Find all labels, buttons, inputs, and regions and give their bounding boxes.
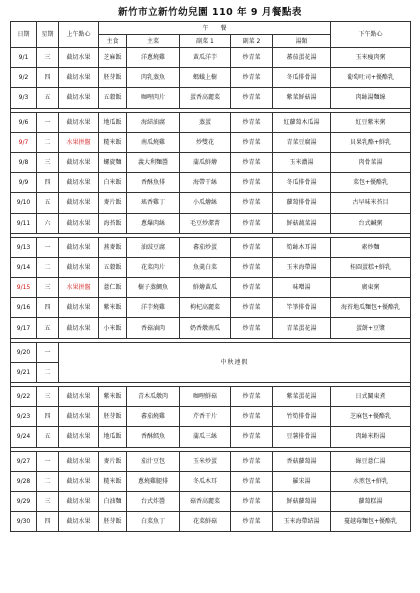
cell-pm-snack: 紅豆紫米粥 xyxy=(331,112,411,132)
cell-date: 9/7 xyxy=(11,132,37,152)
cell-am-snack: 截切水果 xyxy=(59,427,99,447)
cell-soup: 玉米海帶結湯 xyxy=(273,512,331,532)
cell-side1: 枸杞高麗菜 xyxy=(180,298,231,318)
table-row xyxy=(11,193,411,213)
cell-date: 9/6 xyxy=(11,112,37,132)
cell-am-snack: 截切水果 xyxy=(59,387,99,407)
cell-date: 9/21 xyxy=(11,362,37,382)
cell-soup: 蘿蔔排骨湯 xyxy=(273,193,331,213)
cell-main: 油豉豆腐 xyxy=(127,237,180,257)
cell-pm-snack: 綠豆薏仁湯 xyxy=(331,451,411,471)
cell-side1: 蛋香高麗菜 xyxy=(180,88,231,108)
cell-weekday: 四 xyxy=(37,68,59,88)
cell-date: 9/27 xyxy=(11,451,37,471)
cell-am-snack: 截切水果 xyxy=(59,318,99,338)
cell-main: 蕃茄燒雞 xyxy=(127,407,180,427)
cell-main: 海結油腐 xyxy=(127,112,180,132)
cell-weekday: 一 xyxy=(37,237,59,257)
cell-am-snack: 截切水果 xyxy=(59,112,99,132)
table-row xyxy=(11,471,411,491)
cell-soup: 冬瓜排骨湯 xyxy=(273,173,331,193)
cell-side2: 炒青菜 xyxy=(231,407,273,427)
cell-am-snack: 截切水果 xyxy=(59,407,99,427)
table-row xyxy=(11,88,411,108)
cell-pm-snack: 蘿蔔糕湯 xyxy=(331,491,411,511)
cell-pm-snack: 廣東粥 xyxy=(331,278,411,298)
cell-pm-snack: 桂圓蛋糕+鮮乳 xyxy=(331,257,411,277)
table-row xyxy=(11,451,411,471)
cell-weekday: 六 xyxy=(37,213,59,233)
cell-weekday: 一 xyxy=(37,112,59,132)
cell-staple: 胚芽飯 xyxy=(99,512,127,532)
cell-side1: 海帶干絲 xyxy=(180,173,231,193)
header-weekday: 星期 xyxy=(37,22,59,48)
cell-staple: 燕麥飯 xyxy=(99,237,127,257)
cell-staple: 地瓜飯 xyxy=(99,427,127,447)
cell-pm-snack: 台式鹹粥 xyxy=(331,213,411,233)
cell-side2: 炒青菜 xyxy=(231,68,273,88)
header-side2: 副菜 2 xyxy=(231,35,273,48)
meal-table xyxy=(10,21,411,532)
cell-date: 9/23 xyxy=(11,407,37,427)
table-row xyxy=(11,491,411,511)
cell-weekday: 三 xyxy=(37,152,59,172)
cell-am-snack: 水果拼盤 xyxy=(59,132,99,152)
cell-weekday: 三 xyxy=(37,491,59,511)
cell-am-snack: 截切水果 xyxy=(59,193,99,213)
cell-staple: 海苔飯 xyxy=(99,213,127,233)
cell-soup: 青菜蛋花湯 xyxy=(273,318,331,338)
header-staple: 主食 xyxy=(99,35,127,48)
cell-side1: 炒雙花 xyxy=(180,132,231,152)
cell-staple: 五穀飯 xyxy=(99,257,127,277)
cell-am-snack: 截切水果 xyxy=(59,173,99,193)
table-row xyxy=(11,112,411,132)
cell-main: 義大利麵醬 xyxy=(127,152,180,172)
cell-side2: 炒青菜 xyxy=(231,237,273,257)
table-row xyxy=(11,152,411,172)
cell-weekday: 三 xyxy=(37,278,59,298)
cell-date: 9/20 xyxy=(11,342,37,362)
cell-weekday: 五 xyxy=(37,193,59,213)
cell-pm-snack: 肉骨菜湯 xyxy=(331,152,411,172)
cell-am-snack: 截切水果 xyxy=(59,471,99,491)
cell-main: 洋蔥燒雞 xyxy=(127,48,180,68)
cell-staple: 胚芽飯 xyxy=(99,407,127,427)
cell-pm-snack: 肉絲湯麵線 xyxy=(331,88,411,108)
cell-weekday: 五 xyxy=(37,88,59,108)
table-row xyxy=(11,48,411,68)
cell-date: 9/22 xyxy=(11,387,37,407)
cell-weekday: 三 xyxy=(37,387,59,407)
cell-main: 樹子蒸鯛魚 xyxy=(127,278,180,298)
cell-soup: 羅宋湯 xyxy=(273,471,331,491)
table-row xyxy=(11,237,411,257)
cell-soup: 冬瓜排骨湯 xyxy=(273,68,331,88)
cell-side2: 炒青菜 xyxy=(231,512,273,532)
header-main: 主菜 xyxy=(127,35,180,48)
cell-side1: 菇香高麗菜 xyxy=(180,491,231,511)
cell-side2: 炒青菜 xyxy=(231,152,273,172)
cell-side1: 毛豆炒潔菁 xyxy=(180,213,231,233)
cell-am-snack: 截切水果 xyxy=(59,512,99,532)
cell-date: 9/3 xyxy=(11,88,37,108)
cell-pm-snack: 玉米瘦肉粥 xyxy=(331,48,411,68)
table-row xyxy=(11,213,411,233)
cell-pm-snack: 古早味米苔目 xyxy=(331,193,411,213)
table-row xyxy=(11,257,411,277)
cell-pm-snack: 葡萄吐司+優酪乳 xyxy=(331,68,411,88)
cell-staple: 白米飯 xyxy=(99,173,127,193)
cell-soup: 紫菜蛋花湯 xyxy=(273,387,331,407)
cell-am-snack: 截切水果 xyxy=(59,237,99,257)
header-soup: 湯類 xyxy=(273,35,331,48)
cell-weekday: 四 xyxy=(37,298,59,318)
cell-side1: 奶香燉南瓜 xyxy=(180,318,231,338)
cell-main: 咖哩肉片 xyxy=(127,88,180,108)
cell-date: 9/10 xyxy=(11,193,37,213)
cell-main: 肉乳蒸魚 xyxy=(127,68,180,88)
cell-soup: 竿箏排骨湯 xyxy=(273,298,331,318)
cell-date: 9/1 xyxy=(11,48,37,68)
cell-weekday: 一 xyxy=(37,451,59,471)
cell-pm-snack: 水煎包+鮮乳 xyxy=(331,471,411,491)
cell-am-snack: 截切水果 xyxy=(59,152,99,172)
cell-staple: 薏仁飯 xyxy=(99,278,127,298)
table-row xyxy=(11,173,411,193)
cell-side1: 小瓜燴絲 xyxy=(180,193,231,213)
cell-date: 9/30 xyxy=(11,512,37,532)
cell-am-snack: 截切水果 xyxy=(59,88,99,108)
cell-soup: 香菇蘿蔔湯 xyxy=(273,451,331,471)
cell-main: 台式炸醬 xyxy=(127,491,180,511)
cell-main: 花菜肉片 xyxy=(127,257,180,277)
header-side1: 副菜 1 xyxy=(180,35,231,48)
cell-am-snack: 截切水果 xyxy=(59,298,99,318)
cell-soup: 鮮菇蔬菜湯 xyxy=(273,213,331,233)
cell-pm-snack: 芝麻包+優酪乳 xyxy=(331,407,411,427)
cell-side2: 炒青菜 xyxy=(231,451,273,471)
cell-side1: 蒸蛋 xyxy=(180,112,231,132)
cell-side1: 玉米炒蛋 xyxy=(180,451,231,471)
cell-soup: 紅蘿蔔木瓜湯 xyxy=(273,112,331,132)
cell-staple: 螺旋麵 xyxy=(99,152,127,172)
cell-side2: 炒青菜 xyxy=(231,427,273,447)
cell-weekday: 五 xyxy=(37,318,59,338)
cell-am-snack: 截切水果 xyxy=(59,257,99,277)
header-lunch: 午 餐 xyxy=(99,22,331,35)
cell-side1: 蒲瓜三絲 xyxy=(180,427,231,447)
cell-staple: 白油麵 xyxy=(99,491,127,511)
cell-date: 9/13 xyxy=(11,237,37,257)
cell-staple: 五穀飯 xyxy=(99,88,127,108)
cell-main: 白菜魚丁 xyxy=(127,512,180,532)
cell-side2: 炒青菜 xyxy=(231,132,273,152)
cell-soup: 玉米海帶湯 xyxy=(273,257,331,277)
cell-weekday: 二 xyxy=(37,257,59,277)
cell-date: 9/24 xyxy=(11,427,37,447)
cell-main: 蔥爆肉絲 xyxy=(127,213,180,233)
cell-staple: 糙米飯 xyxy=(99,132,127,152)
cell-main: 南瓜燒雞 xyxy=(127,132,180,152)
cell-side1: 花菜鮮菇 xyxy=(180,512,231,532)
table-row xyxy=(11,407,411,427)
cell-side2: 炒青菜 xyxy=(231,112,273,132)
cell-date: 9/11 xyxy=(11,213,37,233)
table-row xyxy=(11,427,411,447)
cell-pm-snack: 貝果乳酪+鮮乳 xyxy=(331,132,411,152)
cell-pm-snack: 海苔地瓜麵包+優酪乳 xyxy=(331,298,411,318)
cell-staple: 胚芽飯 xyxy=(99,68,127,88)
cell-weekday: 四 xyxy=(37,407,59,427)
cell-staple: 小米飯 xyxy=(99,318,127,338)
cell-date: 9/9 xyxy=(11,173,37,193)
cell-pm-snack: 日式關東煮 xyxy=(331,387,411,407)
table-row xyxy=(11,342,411,362)
cell-am-snack: 截切水果 xyxy=(59,491,99,511)
cell-staple: 糙米飯 xyxy=(99,471,127,491)
cell-am-snack: 截切水果 xyxy=(59,48,99,68)
cell-pm-snack: 蛋餅+豆漿 xyxy=(331,318,411,338)
cell-holiday: 中秋連假 xyxy=(59,342,411,382)
cell-staple: 麥片飯 xyxy=(99,451,127,471)
cell-side2: 炒青菜 xyxy=(231,88,273,108)
cell-weekday: 三 xyxy=(37,48,59,68)
cell-soup: 味噌湯 xyxy=(273,278,331,298)
cell-date: 9/8 xyxy=(11,152,37,172)
cell-soup: 竹筍排骨湯 xyxy=(273,407,331,427)
cell-weekday: 一 xyxy=(37,342,59,362)
cell-side2: 炒青菜 xyxy=(231,278,273,298)
cell-pm-snack: 素炒麵 xyxy=(331,237,411,257)
cell-side1: 冬瓜木耳 xyxy=(180,471,231,491)
header-pm-snack: 下午點心 xyxy=(331,22,411,48)
cell-main: 瑤香雞丁 xyxy=(127,193,180,213)
cell-side2: 炒青菜 xyxy=(231,213,273,233)
cell-staple: 地瓜飯 xyxy=(99,112,127,132)
cell-weekday: 二 xyxy=(37,132,59,152)
cell-date: 9/14 xyxy=(11,257,37,277)
cell-am-snack: 水果拼盤 xyxy=(59,278,99,298)
cell-side2: 炒青菜 xyxy=(231,491,273,511)
cell-side1: 蕃茄炒蛋 xyxy=(180,237,231,257)
cell-side2: 炒青菜 xyxy=(231,257,273,277)
cell-side1: 魚羹白菜 xyxy=(180,257,231,277)
page-title: 新竹市立新竹幼兒園 110 年 9 月餐點表 xyxy=(118,7,302,18)
cell-side1: 蒲瓜鮮燴 xyxy=(180,152,231,172)
cell-main: 香菇滷肉 xyxy=(127,318,180,338)
cell-soup: 筍絲木耳湯 xyxy=(273,237,331,257)
cell-soup: 玉米濃湯 xyxy=(273,152,331,172)
cell-soup: 蕃茄蛋花湯 xyxy=(273,48,331,68)
cell-side2: 炒青菜 xyxy=(231,48,273,68)
table-row xyxy=(11,278,411,298)
cell-side2: 炒青菜 xyxy=(231,173,273,193)
cell-date: 9/29 xyxy=(11,491,37,511)
cell-main: 香酥鱈魚 xyxy=(127,427,180,447)
cell-pm-snack: 肉絲米粉湯 xyxy=(331,427,411,447)
cell-weekday: 二 xyxy=(37,362,59,382)
table-row xyxy=(11,68,411,88)
cell-side2: 炒青菜 xyxy=(231,387,273,407)
cell-weekday: 四 xyxy=(37,512,59,532)
cell-pm-snack: 菜包+優酪乳 xyxy=(331,173,411,193)
table-row xyxy=(11,132,411,152)
cell-main: 蔥燒雞腿排 xyxy=(127,471,180,491)
cell-weekday: 五 xyxy=(37,427,59,447)
cell-side2: 炒青菜 xyxy=(231,318,273,338)
cell-soup: 豆薯排骨湯 xyxy=(273,427,331,447)
cell-side1: 鮮燴黃瓜 xyxy=(180,278,231,298)
cell-side2: 炒青菜 xyxy=(231,471,273,491)
cell-date: 9/15 xyxy=(11,278,37,298)
header-am-snack: 上午點心 xyxy=(59,22,99,48)
cell-side1: 螞蟻上樹 xyxy=(180,68,231,88)
cell-staple: 紫米飯 xyxy=(99,387,127,407)
cell-date: 9/28 xyxy=(11,471,37,491)
cell-side1: 芹香干片 xyxy=(180,407,231,427)
cell-soup: 青菜豆腐湯 xyxy=(273,132,331,152)
cell-staple: 麥片飯 xyxy=(99,193,127,213)
cell-date: 9/17 xyxy=(11,318,37,338)
table-row xyxy=(11,512,411,532)
cell-main: 茄汁豆包 xyxy=(127,451,180,471)
cell-am-snack: 截切水果 xyxy=(59,213,99,233)
cell-am-snack: 截切水果 xyxy=(59,451,99,471)
cell-pm-snack: 蔓越莓麵包+優酪乳 xyxy=(331,512,411,532)
meal-table-body xyxy=(11,48,411,532)
cell-soup: 紫菜鮮菇湯 xyxy=(273,88,331,108)
cell-side2: 炒青菜 xyxy=(231,298,273,318)
table-row xyxy=(11,318,411,338)
cell-soup: 鮮菇蘿蔔湯 xyxy=(273,491,331,511)
table-row xyxy=(11,298,411,318)
cell-side1: 咖哩鮮菇 xyxy=(180,387,231,407)
cell-main: 青木瓜燉肉 xyxy=(127,387,180,407)
cell-side1: 黃瓜洋芋 xyxy=(180,48,231,68)
header-date: 日期 xyxy=(11,22,37,48)
table-row xyxy=(11,387,411,407)
cell-weekday: 四 xyxy=(37,173,59,193)
cell-staple: 紫米飯 xyxy=(99,298,127,318)
cell-staple: 芝麻飯 xyxy=(99,48,127,68)
cell-weekday: 二 xyxy=(37,471,59,491)
cell-main: 香酥魚排 xyxy=(127,173,180,193)
cell-am-snack: 截切水果 xyxy=(59,68,99,88)
cell-date: 9/2 xyxy=(11,68,37,88)
cell-main: 洋芋燒雞 xyxy=(127,298,180,318)
cell-side2: 炒青菜 xyxy=(231,193,273,213)
cell-date: 9/16 xyxy=(11,298,37,318)
